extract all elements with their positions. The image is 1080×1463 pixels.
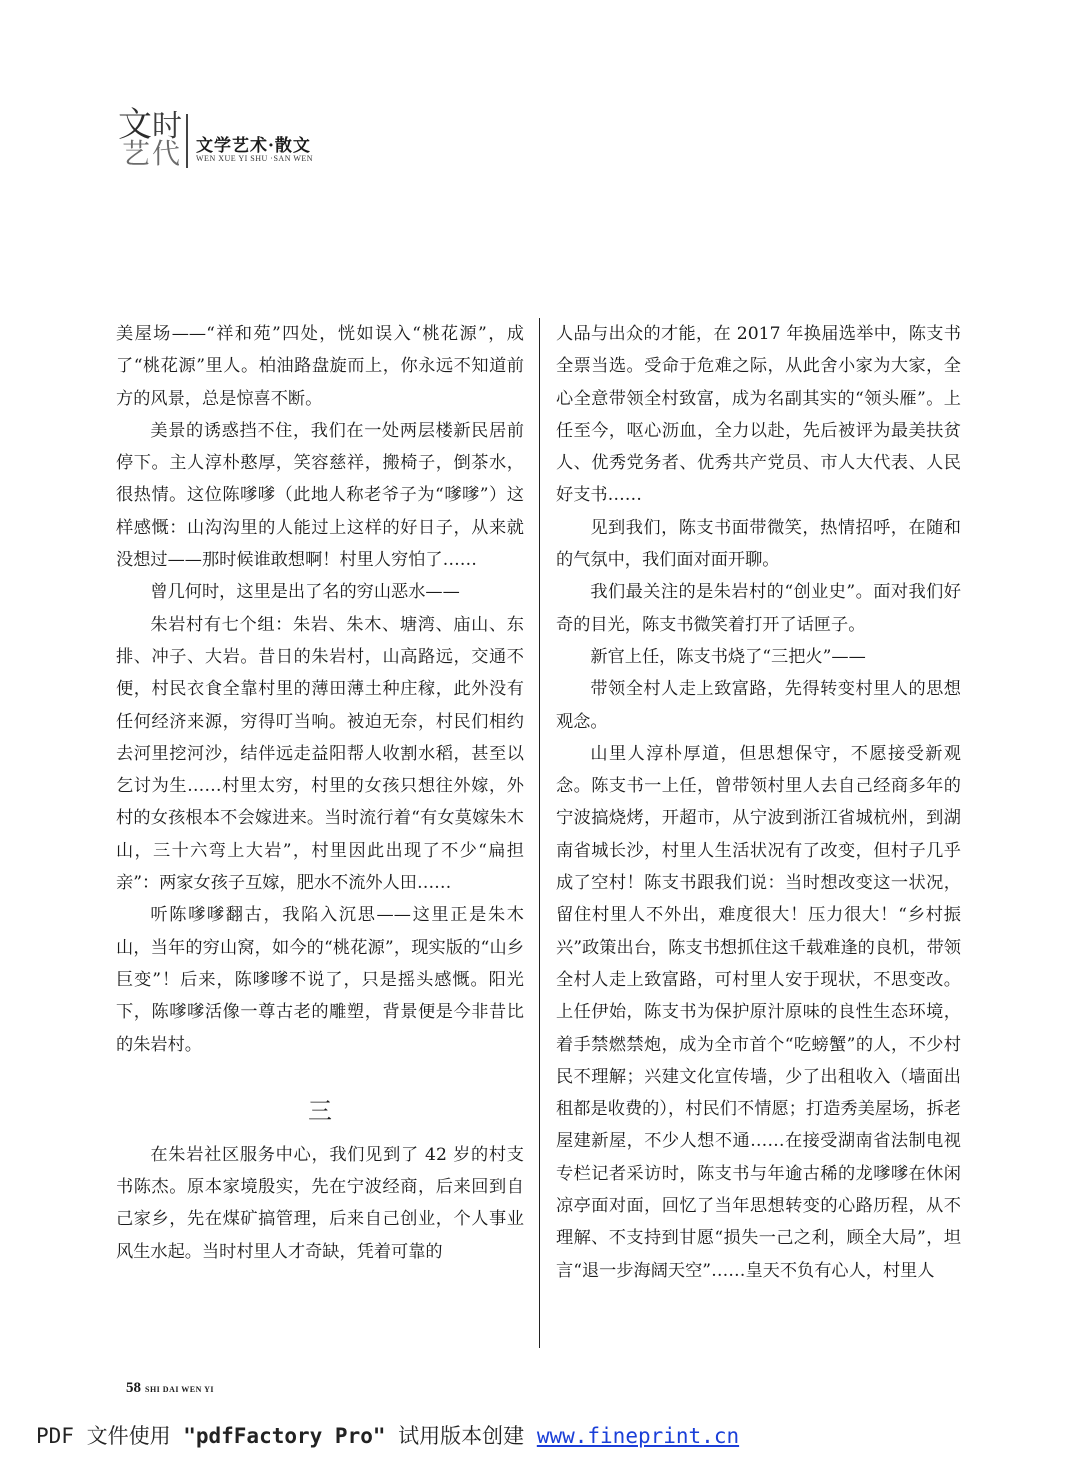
page-number: 58	[126, 1380, 141, 1396]
logo-divider	[186, 114, 188, 168]
paragraph: 朱岩村有七个组：朱岩、朱木、塘湾、庙山、东排、冲子、大岩。昔日的朱岩村，山高路远，交通不便，村民衣食全靠村里的薄田薄土种庄稼，此外没有任何经济来源，穷得叮当响。被迫无奈，村民们相约去河里挖河沙，结伴远走益阳帮人收割水稻，甚至以乞讨为生……村里太穷，村里的女孩只想往外嫁，外村的女孩根本不会嫁进来。当时流行着“有女莫嫁朱木山，三十六弯上大岩”，村里因此出现了不少“扁担亲”：两家女孩子互嫁，肥水不流外人田……	[116, 614, 524, 894]
paragraph: 人品与出众的才能，在 2017 年换届选举中，陈支书全票当选。受命于危难之际，从此舍小家为大家，全心全意带领全村致富，成为名副其实的“领头雁”。上任至今，呕心沥血，全力以赴，先后被评为最美扶贫人、优秀党务者、优秀共产党员、市人大代表、人民好支书……	[556, 324, 961, 506]
right-column	[556, 318, 961, 1287]
banner-prefix: PDF 文件使用	[36, 1424, 184, 1448]
fineprint-link[interactable]: www.fineprint.cn	[536, 1424, 740, 1448]
paragraph: 带领全村人走上致富路，先得转变村里人的思想观念。	[556, 679, 961, 732]
paragraph: 听陈嗲嗲翻古，我陷入沉思——这里正是朱木山，当年的穷山窝，如今的“桃花源”，现实版的“山乡巨变”！后来，陈嗲嗲不说了，只是摇头感慨。阳光下，陈嗲嗲活像一尊古老的雕塑，背景便是今非昔比的朱岩村。	[116, 905, 524, 1055]
paragraph: 美屋场——“祥和苑”四处，恍如误入“桃花源”，成了“桃花源”里人。柏油路盘旋而上，你永远不知道前方的风景，总是惊喜不断。	[116, 324, 524, 409]
paragraph: 美景的诱惑挡不住，我们在一处两层楼新民居前停下。主人淳朴憨厚，笑容慈祥，搬椅子，倒茶水，很热情。这位陈嗲嗲（此地人称老爷子为“嗲嗲”）这样感慨：山沟沟里的人能过上这样的好日子，从来就没想过——那时候谁敢想啊！村里人穷怕了……	[116, 420, 524, 571]
paragraph: 在朱岩社区服务中心，我们见到了 42 岁的村支书陈杰。原本家境殷实，先在宁波经商，后来回到自己家乡，先在煤矿搞管理，后来自己创业，个人事业风生水起。当时村里人才奇缺，凭着可靠的	[116, 1144, 524, 1262]
logo-char-shi: 时	[152, 109, 182, 144]
banner-product: "pdfFactory Pro"	[183, 1424, 386, 1448]
section-heading: 三	[308, 1096, 332, 1125]
paragraph: 我们最关注的是朱岩村的“创业史”。面对我们好奇的目光，陈支书微笑着打开了话匣子。	[556, 582, 961, 635]
journal-name: SHI DAI WEN YI	[145, 1385, 215, 1394]
paragraph: 见到我们，陈支书面带微笑，热情招呼，在随和的气氛中，我们面对面开聊。	[556, 517, 961, 571]
page-folio	[126, 1380, 214, 1397]
section-pinyin: WEN XUE YI SHU ·SAN WEN	[196, 154, 314, 163]
pdf-trial-banner	[36, 1420, 739, 1450]
logo-char-yi: 艺	[122, 137, 151, 170]
section-title: 文学艺术·散文	[196, 136, 311, 156]
banner-suffix: 试用版本创建	[385, 1424, 537, 1448]
column-divider	[539, 318, 540, 1348]
logo-char-wen: 文	[118, 105, 152, 145]
paragraph: 山里人淳朴厚道，但思想保守，不愿接受新观念。陈支书一上任，曾带领村里人去自己经商多年的宁波搞烧烤，开超市，从宁波到浙江省城杭州，到湖南省城长沙，村里人生活状况有了改变，但村子几乎成了空村！陈支书跟我们说：当时想改变这一状况，留住村里人不外出，难度很大！压力很大！“乡村振兴”政策出台，陈支书想抓住这千载难逢的良机，带领全村人走上致富路，可村里人安于现状，不思变改。上任伊始，陈支书为保护原汁原味的良性生态环境，着手禁燃禁炮，成为全市首个“吃螃蟹”的人，不少村民不理解；兴建文化宣传墙，少了出租收入（墙面出租都是收费的），村民们不情愿；打造秀美屋场，拆老屋建新屋，不少人想不通……在接受湖南省法制电视专栏记者采访时，陈支书与年逾古稀的龙嗲嗲在休闲凉亭面对面，回忆了当年思想转变的心路历程，从不理解、不支持到甘愿“损失一己之利，顾全大局”，坦言“退一步海阔天空”……皇天不负有心人，村里人	[556, 743, 961, 1281]
paragraph: 新官上任，陈支书烧了“三把火”——	[590, 646, 866, 667]
left-column	[116, 318, 524, 1268]
paragraph: 曾几何时，这里是出了名的穷山恶水——	[150, 582, 460, 603]
logo-char-dai: 代	[152, 137, 181, 170]
journal-logo	[118, 105, 348, 173]
